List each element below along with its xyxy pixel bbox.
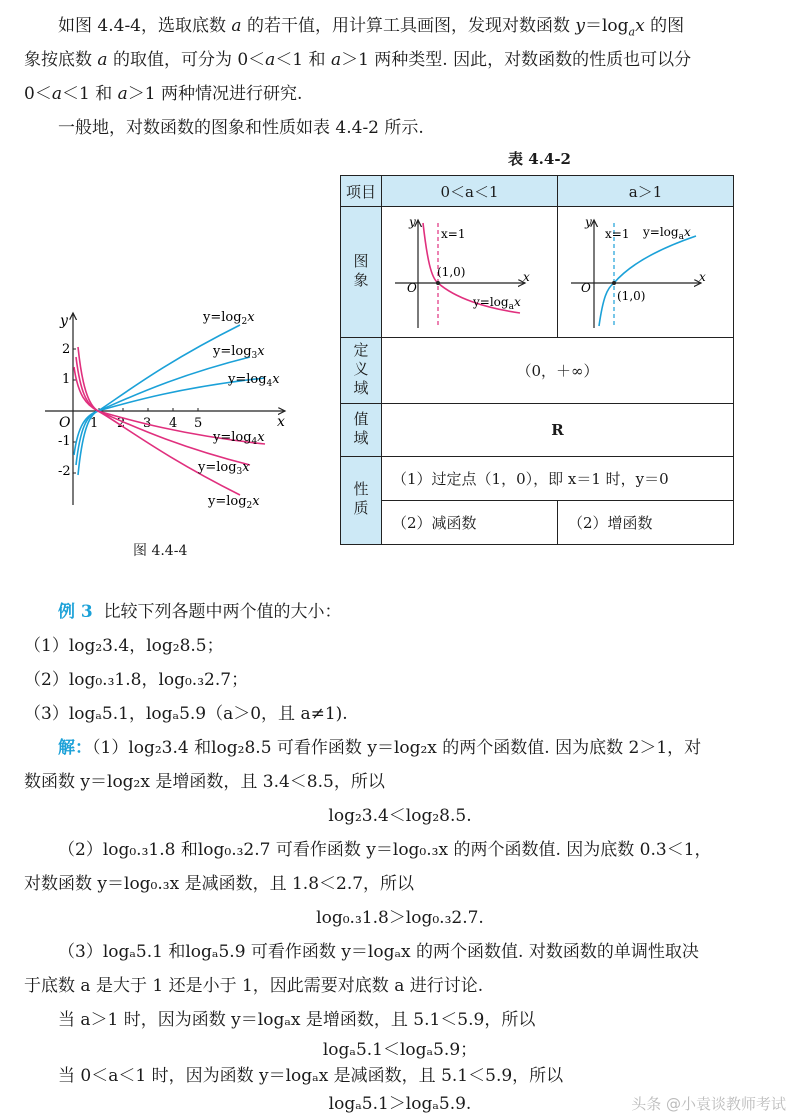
- fig-origin: O: [59, 415, 71, 431]
- prop-common: （1）过定点（1，0），即 x＝1 时，y＝0: [382, 456, 734, 500]
- graph-decreasing: [382, 207, 558, 338]
- svg-text:1: 1: [62, 372, 71, 387]
- svg-text:-2: -2: [58, 464, 71, 479]
- row-graph-label: 图象: [341, 207, 382, 338]
- svg-text:x: x: [522, 269, 530, 284]
- svg-text:y=log3x: $y=\log_3x$: [213, 344, 265, 361]
- question-2: （2）log₀.₃1.8，log₀.₃2.7；: [24, 670, 249, 690]
- svg-text:y: y: [408, 214, 416, 229]
- svg-text:5: 5: [194, 416, 203, 431]
- svg-text:4: 4: [169, 416, 178, 431]
- solution-1c: log₂3.4＜log₂8.5.: [328, 806, 472, 826]
- svg-text:(1,0): (1,0): [436, 264, 465, 279]
- question-3: （3）logₐ5.1，logₐ5.9（a＞0，且 a≠1).: [24, 704, 348, 724]
- solution-3e: 当 0＜a＜1 时，因为函数 y＝logₐx 是减函数，且 5.1＜5.9，所以: [58, 1066, 564, 1086]
- svg-text:2: 2: [117, 416, 126, 431]
- svg-text:y=log2x: $y=\log_2x$: [203, 310, 255, 327]
- row-range-label: 值域: [341, 404, 382, 456]
- prop-decreasing: （2）减函数: [382, 500, 558, 544]
- th-case1: 0＜a＜1: [382, 176, 558, 207]
- svg-text:y=log2x: $y=\log_2x$: [208, 494, 260, 511]
- svg-text:y=log4x: $y=\log_4x$: [228, 372, 280, 389]
- solution-3a: （3）logₐ5.1 和logₐ5.9 可看作函数 y＝logₐx 的两个函数值. 对数函数的单调性取决: [58, 942, 699, 962]
- fig-y-label: y: [60, 313, 68, 329]
- graph-increasing: [558, 207, 734, 338]
- solution-1b: 数函数 y＝log₂x 是增函数，且 3.4＜8.5，所以: [24, 772, 385, 792]
- intro-line-4: 一般地，对数函数的图象和性质如表 4.4-2 所示.: [58, 118, 424, 138]
- range-value: R: [382, 404, 734, 456]
- th-item: 项目: [341, 176, 382, 207]
- figure-4-4-4: [40, 305, 300, 525]
- table-title: 表 4.4-2: [508, 150, 571, 168]
- row-domain-label: 定义域: [341, 337, 382, 403]
- properties-table: [340, 175, 734, 545]
- solution-1a: 解：（1）log₂3.4 和log₂8.5 可看作函数 y＝log₂x 的两个函数值. 因为底数 2＞1，对: [58, 738, 702, 758]
- question-1: （1）log₂3.4，log₂8.5；: [24, 636, 224, 656]
- domain-value: （0，＋∞）: [382, 337, 734, 403]
- solution-2a: （2）log₀.₃1.8 和log₀.₃2.7 可看作函数 y＝log₀.₃x 的两个函数值. 因为底数 0.3＜1，: [58, 840, 712, 860]
- prop-increasing: （2）增函数: [558, 500, 734, 544]
- example-heading: 例 3 比较下列各题中两个值的大小：: [58, 602, 342, 622]
- svg-text:(1,0): (1,0): [616, 288, 645, 303]
- solution-3b: 于底数 a 是大于 1 还是小于 1，因此需要对底数 a 进行讨论.: [24, 976, 484, 996]
- intro-line-3: 0＜a＜1 和 a＞1 两种情况进行研究.: [24, 84, 303, 104]
- svg-text:x=1: x=1: [440, 226, 465, 241]
- svg-text:2: 2: [62, 342, 71, 357]
- svg-text:O: O: [406, 280, 417, 295]
- svg-text:y=log3x: $y=\log_3x$: [198, 460, 250, 477]
- solution-3d: logₐ5.1＜logₐ5.9；: [322, 1040, 478, 1060]
- watermark: 头条 @小袁谈教师考试: [631, 1095, 786, 1113]
- solution-3c: 当 a＞1 时，因为函数 y＝logₐx 是增函数，且 5.1＜5.9，所以: [58, 1010, 536, 1030]
- svg-text:x: x: [698, 269, 706, 284]
- svg-text:1: 1: [90, 416, 99, 431]
- solution-3f: logₐ5.1＞logₐ5.9.: [328, 1094, 472, 1114]
- fig-x-label: x: [277, 414, 285, 430]
- svg-text:y=log4x: $y=\log_4x$: [213, 430, 265, 447]
- row-props-label: 性质: [341, 456, 382, 545]
- solution-2b: 对数函数 y＝log₀.₃x 是减函数，且 1.8＜2.7，所以: [24, 874, 415, 894]
- figure-caption: 图 4.4-4: [133, 543, 188, 559]
- svg-text:y=logax: $y=\log_ax$: [642, 224, 691, 242]
- intro-line-2: 象按底数 a 的取值，可分为 0＜a＜1 和 a＞1 两种类型. 因此，对数函数的性质也可以分: [24, 50, 692, 70]
- svg-text:O: O: [580, 280, 591, 295]
- svg-text:-1: -1: [58, 434, 71, 449]
- svg-text:y: y: [584, 214, 592, 229]
- svg-text:y=logax: $y=\log_ax$: [472, 294, 521, 312]
- svg-text:3: 3: [143, 416, 152, 431]
- svg-text:x=1: x=1: [604, 226, 629, 241]
- solution-2c: log₀.₃1.8＞log₀.₃2.7.: [316, 908, 484, 928]
- th-case2: a＞1: [558, 176, 734, 207]
- intro-line-1: 如图 4.4-4，选取底数 a 的若干值，用计算工具画图，发现对数函数 $y=\log_ax$ 的图: [58, 16, 685, 39]
